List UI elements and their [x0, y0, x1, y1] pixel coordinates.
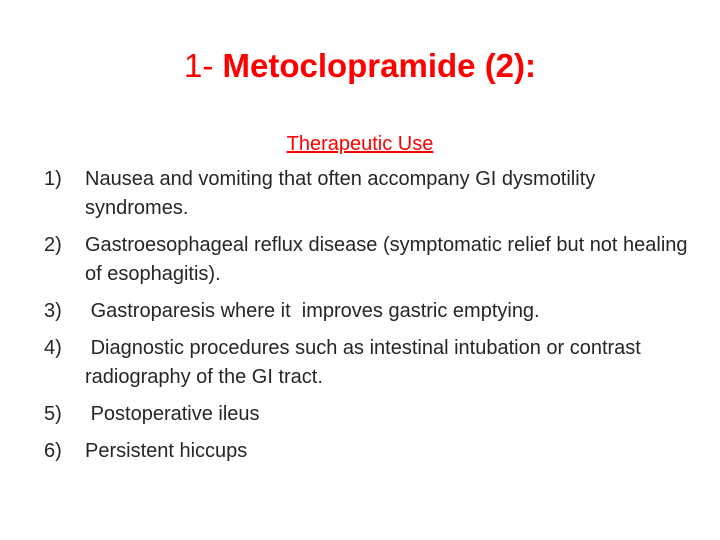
list-item-number: 1): [44, 168, 62, 190]
list-item-number: 6): [44, 440, 62, 462]
list-item-text: Gastroesophageal reflux disease (symptomatic relief but not healing of esophagitis).: [85, 234, 694, 285]
list-item-number: 2): [44, 234, 62, 256]
list-item-number: 5): [44, 403, 62, 425]
list-item: [44, 231, 694, 289]
list-item: [44, 437, 694, 466]
list-item-number: 3): [44, 300, 62, 322]
list-item-text: Gastroparesis where it improves gastric emptying.: [85, 300, 540, 322]
section-subtitle: Therapeutic Use: [286, 133, 434, 155]
title-drug-name: Metoclopramide (2):: [222, 47, 537, 84]
list-item: [44, 400, 694, 429]
list-item-text: Postoperative ileus: [85, 403, 260, 425]
list-item-text: Diagnostic procedures such as intestinal intubation or contrast radiography of the GI tract.: [85, 337, 647, 388]
title-number: 1-: [183, 47, 223, 84]
slide-title: [0, 44, 720, 88]
list-item: [44, 165, 694, 223]
list-item: [44, 334, 694, 392]
list-item-number: 4): [44, 337, 62, 359]
list-item: [44, 297, 694, 326]
therapeutic-use-list: [44, 165, 694, 474]
list-item-text: Nausea and vomiting that often accompany GI dysmotility syndromes.: [85, 168, 601, 219]
list-item-text: Persistent hiccups: [85, 440, 248, 462]
